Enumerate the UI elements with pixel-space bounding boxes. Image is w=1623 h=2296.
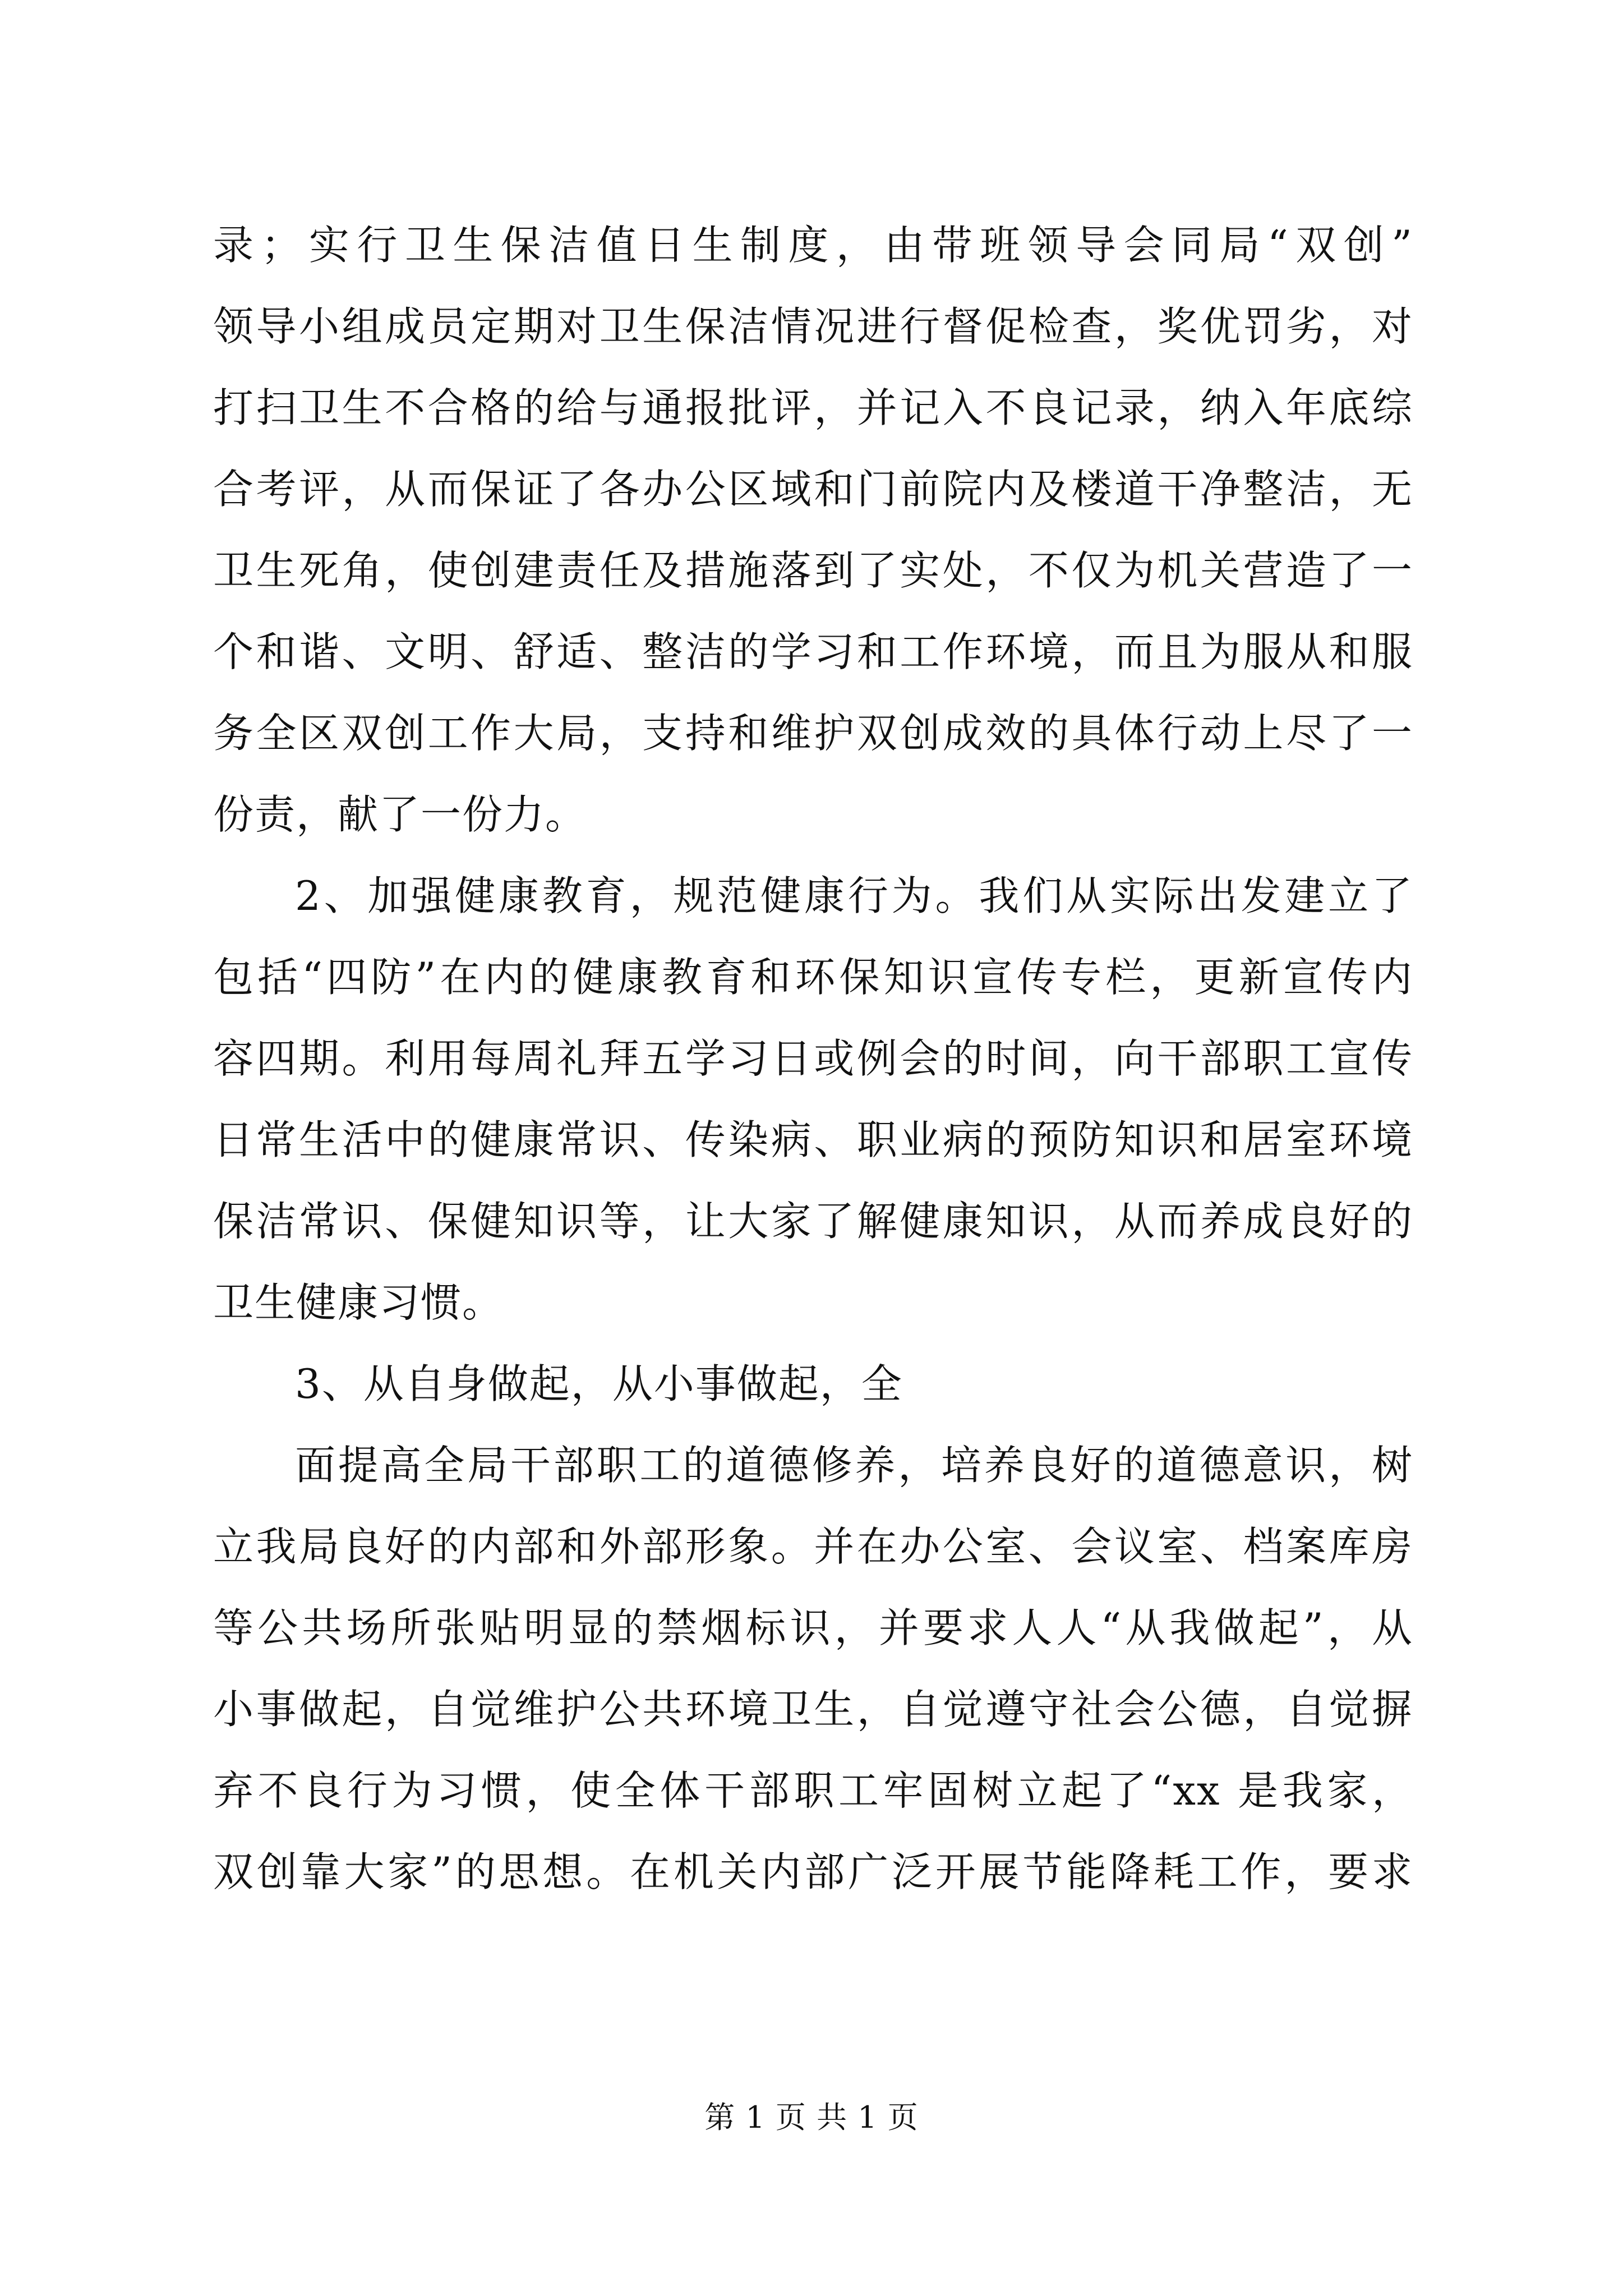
text-line: 保洁常识、保健知识等，让大家了解健康知识，从而养成良好的	[213, 1198, 1413, 1245]
text-line: 合考评，从而保证了各办公区域和门前院内及楼道干净整洁，无	[213, 466, 1413, 513]
text-line: 等公共场所张贴明显的禁烟标识，并要求人人“从我做起”，从	[213, 1604, 1413, 1651]
text-line: 包括“四防”在内的健康教育和环保知识宣传专栏，更新宣传内	[213, 954, 1413, 1001]
body-text	[213, 205, 1413, 1913]
text-line: 日常生活中的健康常识、传染病、职业病的预防知识和居室环境	[213, 1116, 1413, 1163]
text-line: 卫生健康习惯。	[213, 1279, 504, 1326]
text-line: 卫生死角，使创建责任及措施落到了实处，不仅为机关营造了一	[213, 547, 1413, 594]
text-line: 打扫卫生不合格的给与通报批评，并记入不良记录，纳入年底综	[213, 384, 1413, 431]
text-line: 务全区双创工作大局，支持和维护双创成效的具体行动上尽了一	[213, 710, 1413, 757]
text-line: 领导小组成员定期对卫生保洁情况进行督促检查，奖优罚劣，对	[213, 303, 1413, 350]
text-line: 双创靠大家”的思想。在机关内部广泛开展节能降耗工作，要求	[213, 1848, 1413, 1895]
text-line: 个和谐、文明、舒适、整洁的学习和工作环境，而且为服从和服	[213, 628, 1413, 675]
page-number-footer: 第 1 页 共 1 页	[704, 2100, 919, 2135]
text-line: 弃不良行为习惯，使全体干部职工牢固树立起了“xx 是我家，	[213, 1767, 1413, 1814]
text-line: 份责，献了一份力。	[213, 791, 587, 838]
text-line: 面提高全局干部职工的道德修养，培养良好的道德意识，树	[295, 1442, 1413, 1489]
text-line: 小事做起，自觉维护公共环境卫生，自觉遵守社会公德，自觉摒	[213, 1686, 1413, 1733]
text-line: 容四期。利用每周礼拜五学习日或例会的时间，向干部职工宣传	[213, 1035, 1413, 1082]
text-line: 立我局良好的内部和外部形象。并在办公室、会议室、档案库房	[213, 1523, 1413, 1570]
text-line: 3、从自身做起，从小事做起，全	[295, 1360, 903, 1407]
text-line: 录；实行卫生保洁值日生制度，由带班领导会同局“双创”	[213, 222, 1413, 269]
text-line: 2、加强健康教育，规范健康行为。我们从实际出发建立了	[295, 872, 1413, 919]
